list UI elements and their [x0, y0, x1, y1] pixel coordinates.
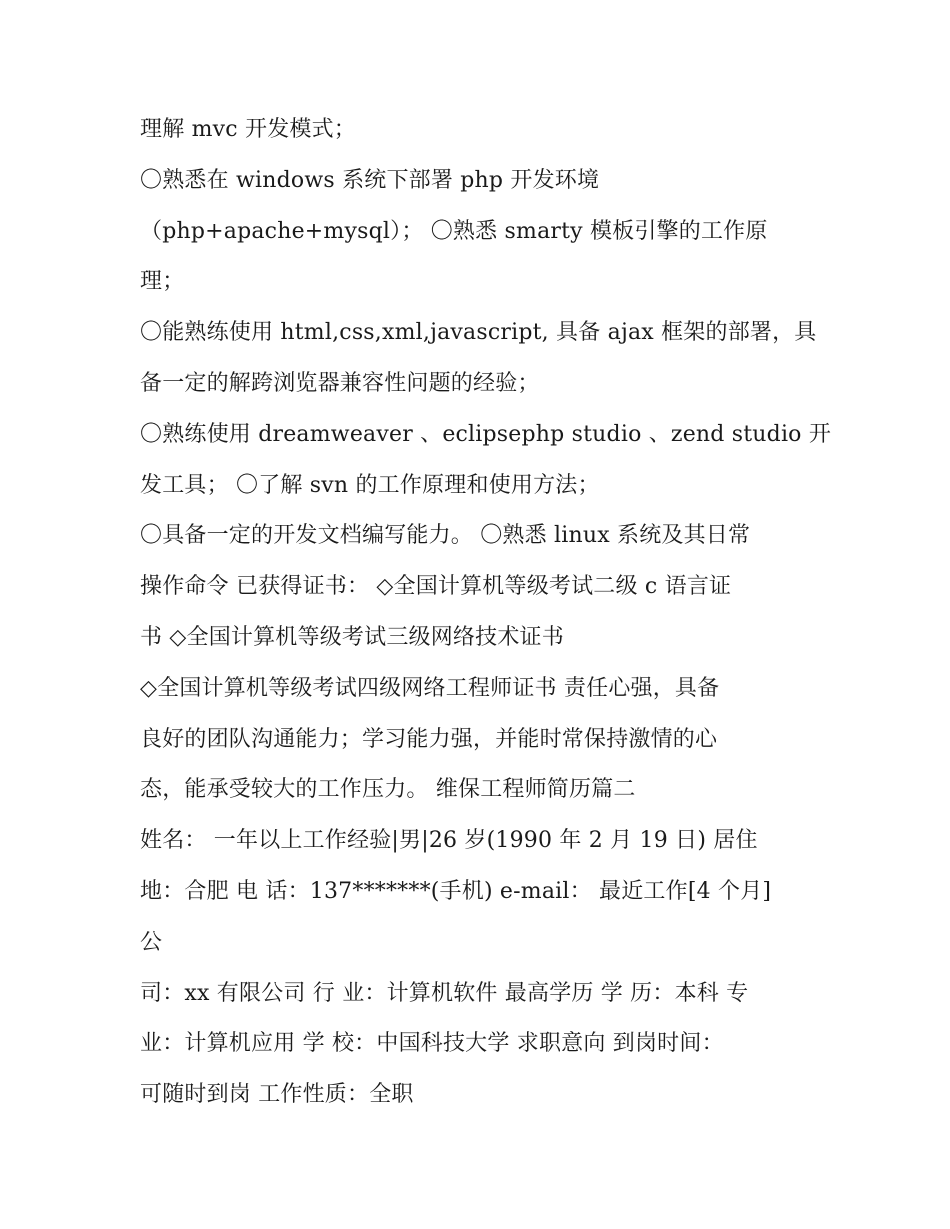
text-line: 公	[140, 929, 163, 955]
text-line: （php+apache+mysql）； 〇熟悉 smarty 模板引擎的工作原	[140, 218, 768, 244]
text-line: 地：合肥 电 话：137*******(手机) e-mail： 最近工作[4 个月]	[140, 878, 772, 904]
document-body	[140, 110, 832, 1126]
text-line: ◇全国计算机等级考试四级网络工程师证书 责任心强，具备	[140, 675, 720, 701]
text-line: 〇熟悉在 windows 系统下部署 php 开发环境	[140, 167, 600, 193]
text-line: 业：计算机应用 学 校：中国科技大学 求职意向 到岗时间：	[140, 1031, 724, 1057]
text-line: 司：xx 有限公司 行 业：计算机软件 最高学历 学 历：本科 专	[140, 980, 749, 1006]
text-line: 可随时到岗 工作性质：全职	[140, 1082, 414, 1108]
text-line: 发工具； 〇了解 svn 的工作原理和使用方法；	[140, 472, 600, 498]
text-line: 备一定的解跨浏览器兼容性问题的经验；	[140, 370, 540, 396]
text-line: 操作命令 已获得证书： ◇全国计算机等级考试二级 c 语言证	[140, 574, 732, 600]
text-line: 〇能熟练使用 html,css,xml,javascript, 具备 ajax 框架的部署，具	[140, 320, 817, 346]
text-line: 良好的团队沟通能力；学习能力强，并能时常保持激情的心	[140, 726, 718, 752]
text-line: 〇熟练使用 dreamweaver 、eclipsephp studio 、zend studio 开	[140, 421, 832, 447]
text-line: 姓名： 一年以上工作经验|男|26 岁(1990 年 2 月 19 日) 居住	[140, 828, 758, 854]
text-line: 态，能承受较大的工作压力。 维保工程师简历篇二	[140, 777, 636, 803]
text-line: 理；	[140, 269, 185, 295]
text-line: 〇具备一定的开发文档编写能力。 〇熟悉 linux 系统及其日常	[140, 523, 751, 549]
text-line: 书 ◇全国计算机等级考试三级网络技术证书	[140, 624, 564, 650]
text-line: 理解 mvc 开发模式；	[140, 117, 356, 142]
